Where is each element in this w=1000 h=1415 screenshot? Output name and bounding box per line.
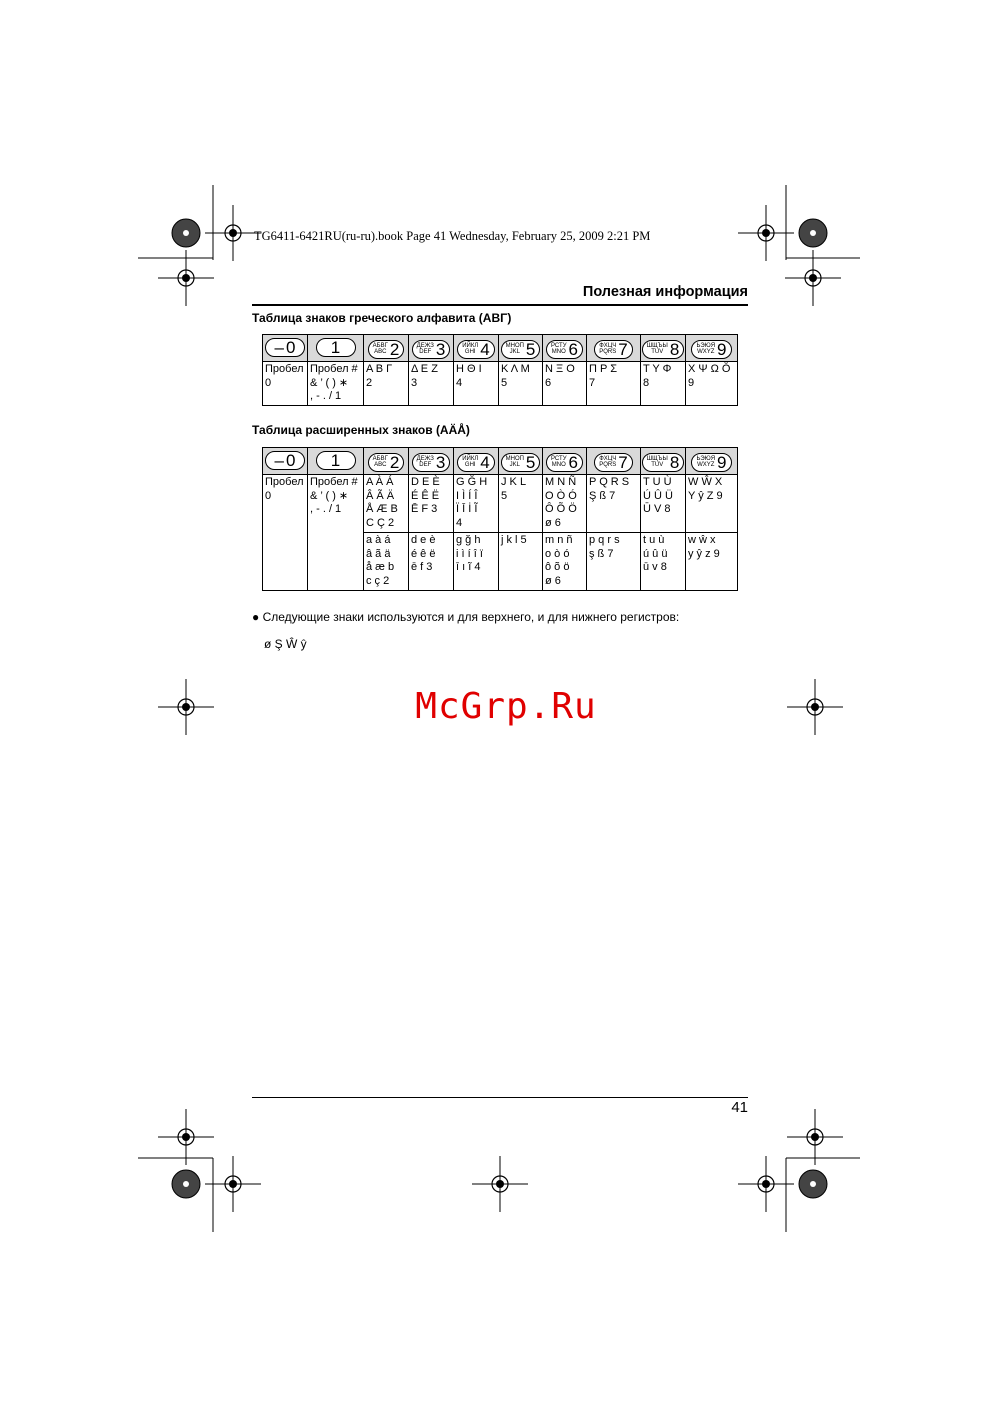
phone-key-5-icon xyxy=(501,453,541,472)
key-letters: РСТУ MNO xyxy=(550,455,567,468)
key-cell xyxy=(499,448,543,475)
section-title: Полезная информация xyxy=(582,284,748,300)
key-letters: АБВГ ABC xyxy=(372,342,388,355)
phone-key-1-icon xyxy=(316,451,356,470)
key-letters: РСТУ MNO xyxy=(550,342,567,355)
watermark: McGrp.Ru xyxy=(415,686,597,727)
char-cell: P Q R S Ş ß 7 xyxy=(587,475,641,533)
key-digit: 6 xyxy=(568,339,578,359)
phone-key-7-icon xyxy=(594,453,632,472)
key-cell xyxy=(308,448,364,475)
key-cell xyxy=(454,335,499,362)
phone-key-0-icon xyxy=(265,451,305,470)
key-cell xyxy=(641,448,686,475)
greek-character-table xyxy=(262,334,738,406)
char-cell: Π Ρ Σ 7 xyxy=(587,362,641,406)
key-cell xyxy=(263,448,308,475)
key-letters: ЬЭЮЯ WXYZ xyxy=(696,342,716,355)
phone-key-8-icon xyxy=(642,340,685,359)
char-cell: D E È É Ê Ë Ē F 3 xyxy=(409,475,454,533)
key-letters: МНОП JKL xyxy=(505,455,524,468)
key-cell xyxy=(587,335,641,362)
key-letters: ИЙКЛ GHI xyxy=(462,342,479,355)
phone-key-4-icon xyxy=(457,340,495,359)
extended-character-table xyxy=(262,447,738,591)
key-letters: ФХЦЧ PQRS xyxy=(599,342,617,355)
key-letters: ЬЭЮЯ WXYZ xyxy=(696,455,716,468)
char-cell: t u ù ú û ü ū v 8 xyxy=(641,533,686,591)
key-cell xyxy=(543,448,587,475)
char-cell: Ν Ξ Ο 6 xyxy=(543,362,587,406)
char-cell: a à á â ã ä å æ b c ç 2 xyxy=(364,533,409,591)
phone-key-2-icon xyxy=(368,453,405,472)
key-digit: 8 xyxy=(669,339,680,359)
key-prefix: – xyxy=(274,451,284,471)
key-cell xyxy=(587,448,641,475)
key-cell xyxy=(454,448,499,475)
char-cell: Τ Υ Φ 8 xyxy=(641,362,686,406)
key-cell xyxy=(686,448,738,475)
key-letters: ШЩЪЫ TUV xyxy=(646,455,668,468)
phone-key-9-icon xyxy=(691,453,731,472)
key-digit: 0 xyxy=(286,338,296,358)
key-digit: 1 xyxy=(330,338,341,358)
key-cell xyxy=(686,335,738,362)
phone-key-2-icon xyxy=(368,340,405,359)
phone-key-1-icon xyxy=(316,338,356,357)
char-cell: w ŵ x y ŷ z 9 xyxy=(686,533,738,591)
note-symbols: ø Ş Ŵ ŷ xyxy=(264,637,307,651)
key-digit: 1 xyxy=(330,451,341,471)
key-digit: 4 xyxy=(480,452,490,472)
key-cell xyxy=(364,335,409,362)
char-cell: W Ŵ X Y ŷ Z 9 xyxy=(686,475,738,533)
greek-chars-row xyxy=(263,362,738,406)
char-cell: Κ Λ Μ 5 xyxy=(499,362,543,406)
key-letters: ФХЦЧ PQRS xyxy=(599,455,617,468)
key-digit: 2 xyxy=(389,339,400,359)
note-line xyxy=(252,610,679,624)
key-digit: 3 xyxy=(435,339,446,359)
key-digit: 3 xyxy=(435,452,446,472)
greek-table-title: Таблица знаков греческого алфавита (ΑΒΓ) xyxy=(252,311,512,325)
key-cell xyxy=(409,448,454,475)
char-cell: Пробел # & ’ ( ) ∗ , - . / 1 xyxy=(308,475,364,591)
key-digit: 9 xyxy=(717,339,727,359)
key-digit: 5 xyxy=(525,339,536,359)
extended-upper-row xyxy=(263,475,738,533)
phone-key-9-icon xyxy=(691,340,731,359)
extended-key-row xyxy=(263,448,738,475)
phone-key-7-icon xyxy=(594,340,632,359)
key-cell xyxy=(499,335,543,362)
key-digit: 6 xyxy=(568,452,578,472)
key-digit: 5 xyxy=(525,452,536,472)
header-rule xyxy=(252,304,748,306)
char-cell: g ğ h i ì í î ï ī ı ĩ 4 xyxy=(454,533,499,591)
key-digit: 0 xyxy=(286,451,296,471)
phone-key-6-icon xyxy=(546,340,583,359)
char-cell: Пробел # & ’ ( ) ∗ , - . / 1 xyxy=(308,362,364,406)
key-cell xyxy=(263,335,308,362)
key-digit: 7 xyxy=(618,339,628,359)
phone-key-3-icon xyxy=(412,340,451,359)
phone-key-4-icon xyxy=(457,453,495,472)
char-cell: Пробел 0 xyxy=(263,475,308,591)
key-digit: 7 xyxy=(618,452,628,472)
key-cell xyxy=(409,335,454,362)
char-cell: T U Ù Ú Û Ü Ū V 8 xyxy=(641,475,686,533)
footer-rule xyxy=(252,1097,748,1098)
key-letters: ДЕЖЗ DEF xyxy=(416,455,434,468)
greek-key-row xyxy=(263,335,738,362)
phone-key-3-icon xyxy=(412,453,451,472)
char-cell: Α Β Γ 2 xyxy=(364,362,409,406)
char-cell: Χ Ψ Ω Ŏ 9 xyxy=(686,362,738,406)
key-digit: 8 xyxy=(669,452,680,472)
key-letters: ШЩЪЫ TUV xyxy=(646,342,668,355)
key-cell xyxy=(364,448,409,475)
key-cell xyxy=(543,335,587,362)
phone-key-6-icon xyxy=(546,453,583,472)
char-cell: G Ğ H I Ì Í Î Ï Ī İ Ĩ 4 xyxy=(454,475,499,533)
key-cell xyxy=(641,335,686,362)
key-cell xyxy=(308,335,364,362)
key-digit: 9 xyxy=(717,452,727,472)
char-cell: Η Θ Ι 4 xyxy=(454,362,499,406)
char-cell: j k l 5 xyxy=(499,533,543,591)
char-cell: M N Ñ O Ò Ó Ô Õ Ö ø 6 xyxy=(543,475,587,533)
page-number: 41 xyxy=(731,1099,748,1116)
char-cell: m n ñ o ò ó ô õ ö ø 6 xyxy=(543,533,587,591)
key-letters: ДЕЖЗ DEF xyxy=(416,342,434,355)
char-cell: Δ Ε Ζ 3 xyxy=(409,362,454,406)
char-cell: A À Á Â Ã Ä Å Æ B C Ç 2 xyxy=(364,475,409,533)
key-letters: ИЙКЛ GHI xyxy=(462,455,479,468)
book-info-line: TG6411-6421RU(ru-ru).book Page 41 Wednesday, February 25, 2009 2:21 PM xyxy=(254,229,651,243)
key-digit: 4 xyxy=(480,339,490,359)
char-cell: Пробел 0 xyxy=(263,362,308,406)
key-letters: МНОП JKL xyxy=(505,342,524,355)
phone-key-8-icon xyxy=(642,453,685,472)
note-text: Следующие знаки используются и для верхнего, и для нижнего регистров: xyxy=(262,610,680,624)
extended-table-title: Таблица расширенных знаков (AÄÅ) xyxy=(252,423,470,437)
char-cell: J K L 5 xyxy=(499,475,543,533)
phone-key-5-icon xyxy=(501,340,541,359)
key-letters: АБВГ ABC xyxy=(372,455,388,468)
key-digit: 2 xyxy=(389,452,400,472)
phone-key-0-icon xyxy=(265,338,305,357)
char-cell: d e è é ê ë ē f 3 xyxy=(409,533,454,591)
bullet-icon: ● xyxy=(252,610,260,624)
char-cell: p q r s ş ß 7 xyxy=(587,533,641,591)
key-prefix: – xyxy=(274,338,284,358)
